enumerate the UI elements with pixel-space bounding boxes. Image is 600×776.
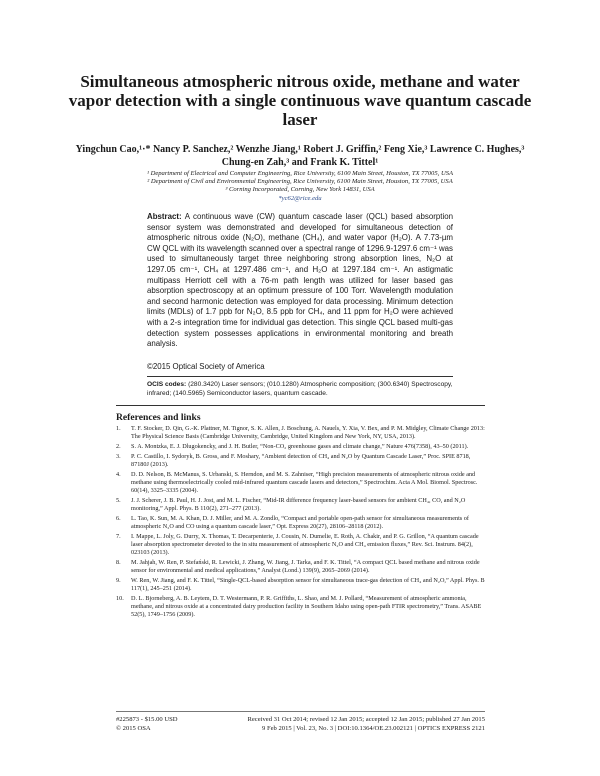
reference-number: 8.: [116, 558, 121, 566]
reference-item: [116, 425, 486, 441]
references-heading: References and links: [116, 412, 201, 423]
reference-text: W. Ren, W. Jiang, and F. K. Tittel, “Single-QCL-based absorption sensor for simultaneous trace-gas detection of CH₄ and N₂O,” Appl. Phys. B 117(1), 245–251 (2014).: [131, 576, 485, 593]
reference-item: [116, 497, 486, 513]
reference-item: [116, 515, 486, 531]
ocis-text: (280.3420) Laser sensors; (010.1280) Atmospheric composition; (300.6340) Spectroscopy, infrared; (140.5965) Semiconductor lasers, quantum cascade.: [147, 381, 453, 397]
footer-dates: Received 31 Oct 2014; revised 12 Jan 2015; accepted 12 Jan 2015; published 27 Jan 2015: [247, 716, 485, 723]
paper-title: Simultaneous atmospheric nitrous oxide, methane and water vapor detection with a single continuous wave quantum cascade laser: [68, 72, 532, 129]
reference-item: [116, 533, 486, 557]
reference-number: 7.: [116, 532, 121, 540]
ocis-codes: [147, 380, 453, 398]
reference-text: L. Tao, K. Sun, M. A. Khan, D. J. Miller, and M. A. Zondlo, “Compact and portable open-path sensor for simultaneous measurements of atmospheric N₂O and CO using a quantum cascade laser,” Opt. Express 20(27), 28106–28118 (2012).: [131, 514, 469, 531]
reference-text: P. C. Castillo, I. Sydoryk, B. Gross, and F. Moshary, “Ambient detection of CH₄ and N₂O by Quantum Cascade Laser,” Proc. SPIE 8718, 87180J (2013).: [131, 452, 471, 468]
affiliations: [80, 170, 520, 203]
reference-text: D. D. Nelson, B. McManus, S. Urbanski, S. Herndon, and M. S. Zahniser, “High precision measurements of atmospheric nitrous oxide and methane using thermoelectrically cooled mid-infrared quantum cascade lasers and detectors,” Spectrochim. Acta A Mol. Biomol. Spectrosc. 60(14), 3325–3335 (2004).: [131, 470, 478, 495]
author-list: Yingchun Cao,¹·* Nancy P. Sanchez,² Wenzhe Jiang,¹ Robert J. Griffin,² Feng Xie,³ Lawrence C. Hughes,³ Chung-en Zah,³ and Frank K. Tittel¹: [75, 144, 525, 168]
abstract-text: A continuous wave (CW) quantum cascade laser (QCL) based absorption sensor system was demonstrated and developed for simultaneous detection of atmospheric nitrous oxide (N₂O), methane (CH₄), and water vapor (H₂O). A 7.73-µm CW QCL with its wavelength scanned over a spectral range of 1296.9-1297.6 cm⁻¹ was used to simultaneously target three neighboring strong absorption lines, N₂O at 1297.05 cm⁻¹, CH₄ at 1297.486 cm⁻¹, and H₂O at 1297.184 cm⁻¹. An astigmatic multipass Herriott cell with a 76-m path length was utilized for laser based gas absorption spectroscopy at an optimum pressure of 100 Torr. Wavelength modulation and second harmonic detection was employed for data processing. Minimum detection limits (MDLs) of 1.7 ppb for N₂O, 8.5 ppb for CH₄, and 11 ppm for H₂O were achieved with a 2-s integration time for individual gas detection. This single QCL based multi-gas detection system possesses applications in environmental monitoring and breath analysis.: [147, 212, 453, 349]
reference-number: 9.: [116, 576, 121, 584]
reference-item: [116, 471, 486, 495]
reference-text: J. J. Scherer, J. B. Paul, H. J. Jost, and M. L. Fischer, “Mid-IR difference frequency laser-based sensors for ambient CH₄, CO, and N₂O monitoring,” Appl. Phys. B 110(2), 271–277 (2013).: [131, 496, 466, 513]
reference-item: [116, 443, 486, 451]
affiliation-3: ³ Corning Incorporated, Corning, New York 14831, USA: [225, 186, 375, 194]
reference-text: M. Jahjah, W. Ren, P. Stefański, R. Lewicki, J. Zhang, W. Jiang, J. Tarka, and F. K. Tittel, “A compact QCL based methane and nitrous oxide sensor for environmental and medical applications,” Analyst (Lond.) 139(9), 2065–2069 (2014).: [131, 558, 480, 575]
reference-number: 6.: [116, 514, 121, 522]
reference-item: [116, 595, 486, 619]
reference-number: 3.: [116, 452, 121, 460]
abstract-divider-top: [147, 376, 453, 377]
abstract-label: Abstract:: [147, 212, 182, 221]
reference-text: T. F. Stocker, D. Qin, G.-K. Plattner, M. Tignor, S. K. Allen, J. Boschung, A. Nauels, Y. Xia, V. Bex, and P. M. Midgley, Climate Change 2013: The Physical Science Basis (Cambridge University, Cambridge, United Kingdom and New York, NY, USA, 2013).: [131, 425, 485, 441]
affiliation-1: ¹ Department of Electrical and Computer Engineering, Rice University, 6100 Main Street, Houston, TX 77005, USA: [146, 170, 454, 177]
footer-journal-info: 9 Feb 2015 | Vol. 23, No. 3 | DOI:10.1364/OE.23.002121 | OPTICS EXPRESS 2121: [262, 725, 485, 732]
copyright-notice: ©2015 Optical Society of America: [147, 362, 265, 371]
reference-text: D. L. Bjorneberg, A. B. Leytem, D. T. Westermann, P. R. Griffiths, L. Shao, and M. J. Pollard, “Measurement of atmospheric ammonia, methane, and nitrous oxide at a concentrated dairy production facility in Southern Idaho using open-path FTIR spectrometry,” Trans. ASABE 52(5), 1749–1756 (2009).: [131, 594, 482, 619]
reference-number: 10.: [116, 594, 124, 602]
reference-number: 1.: [116, 425, 121, 432]
reference-item: [116, 559, 486, 575]
references-divider: [116, 405, 485, 406]
reference-number: 5.: [116, 496, 121, 504]
abstract: [147, 212, 453, 350]
reference-text: I. Mappe, L. Joly, G. Durry, X. Thomas, T. Decarpenterie, J. Cousin, N. Dumelie, E. Roth, A. Chakir, and P. G. Grillon, “A quantum cascade laser absorption spectrometer devoted to the in situ measurement of atmospheric N₂O and CH₄ emission fluxes,” Rev. Sci. Instrum. 84(2), 023103 (2013).: [131, 532, 479, 557]
footer-divider: [116, 711, 485, 712]
reference-number: 4.: [116, 470, 121, 478]
reference-list: [116, 425, 486, 621]
reference-item: [116, 453, 486, 469]
ocis-label: OCIS codes:: [147, 381, 187, 388]
affiliation-2: ² Department of Civil and Environmental Engineering, Rice University, 6100 Main Street, Houston, TX 77005, USA: [147, 178, 453, 186]
reference-text: S. A. Montzka, E. J. Dlugokencky, and J. H. Butler, “Non-CO₂ greenhouse gases and climate change,” Nature 476(7358), 43–50 (2011).: [131, 442, 469, 450]
reference-number: 2.: [116, 442, 121, 450]
footer-price: #225873 - $15.00 USD: [116, 716, 178, 723]
footer-copyright: © 2015 OSA: [116, 725, 151, 732]
author-email-link[interactable]: *yc62@rice.edu: [278, 194, 322, 202]
reference-item: [116, 577, 486, 593]
